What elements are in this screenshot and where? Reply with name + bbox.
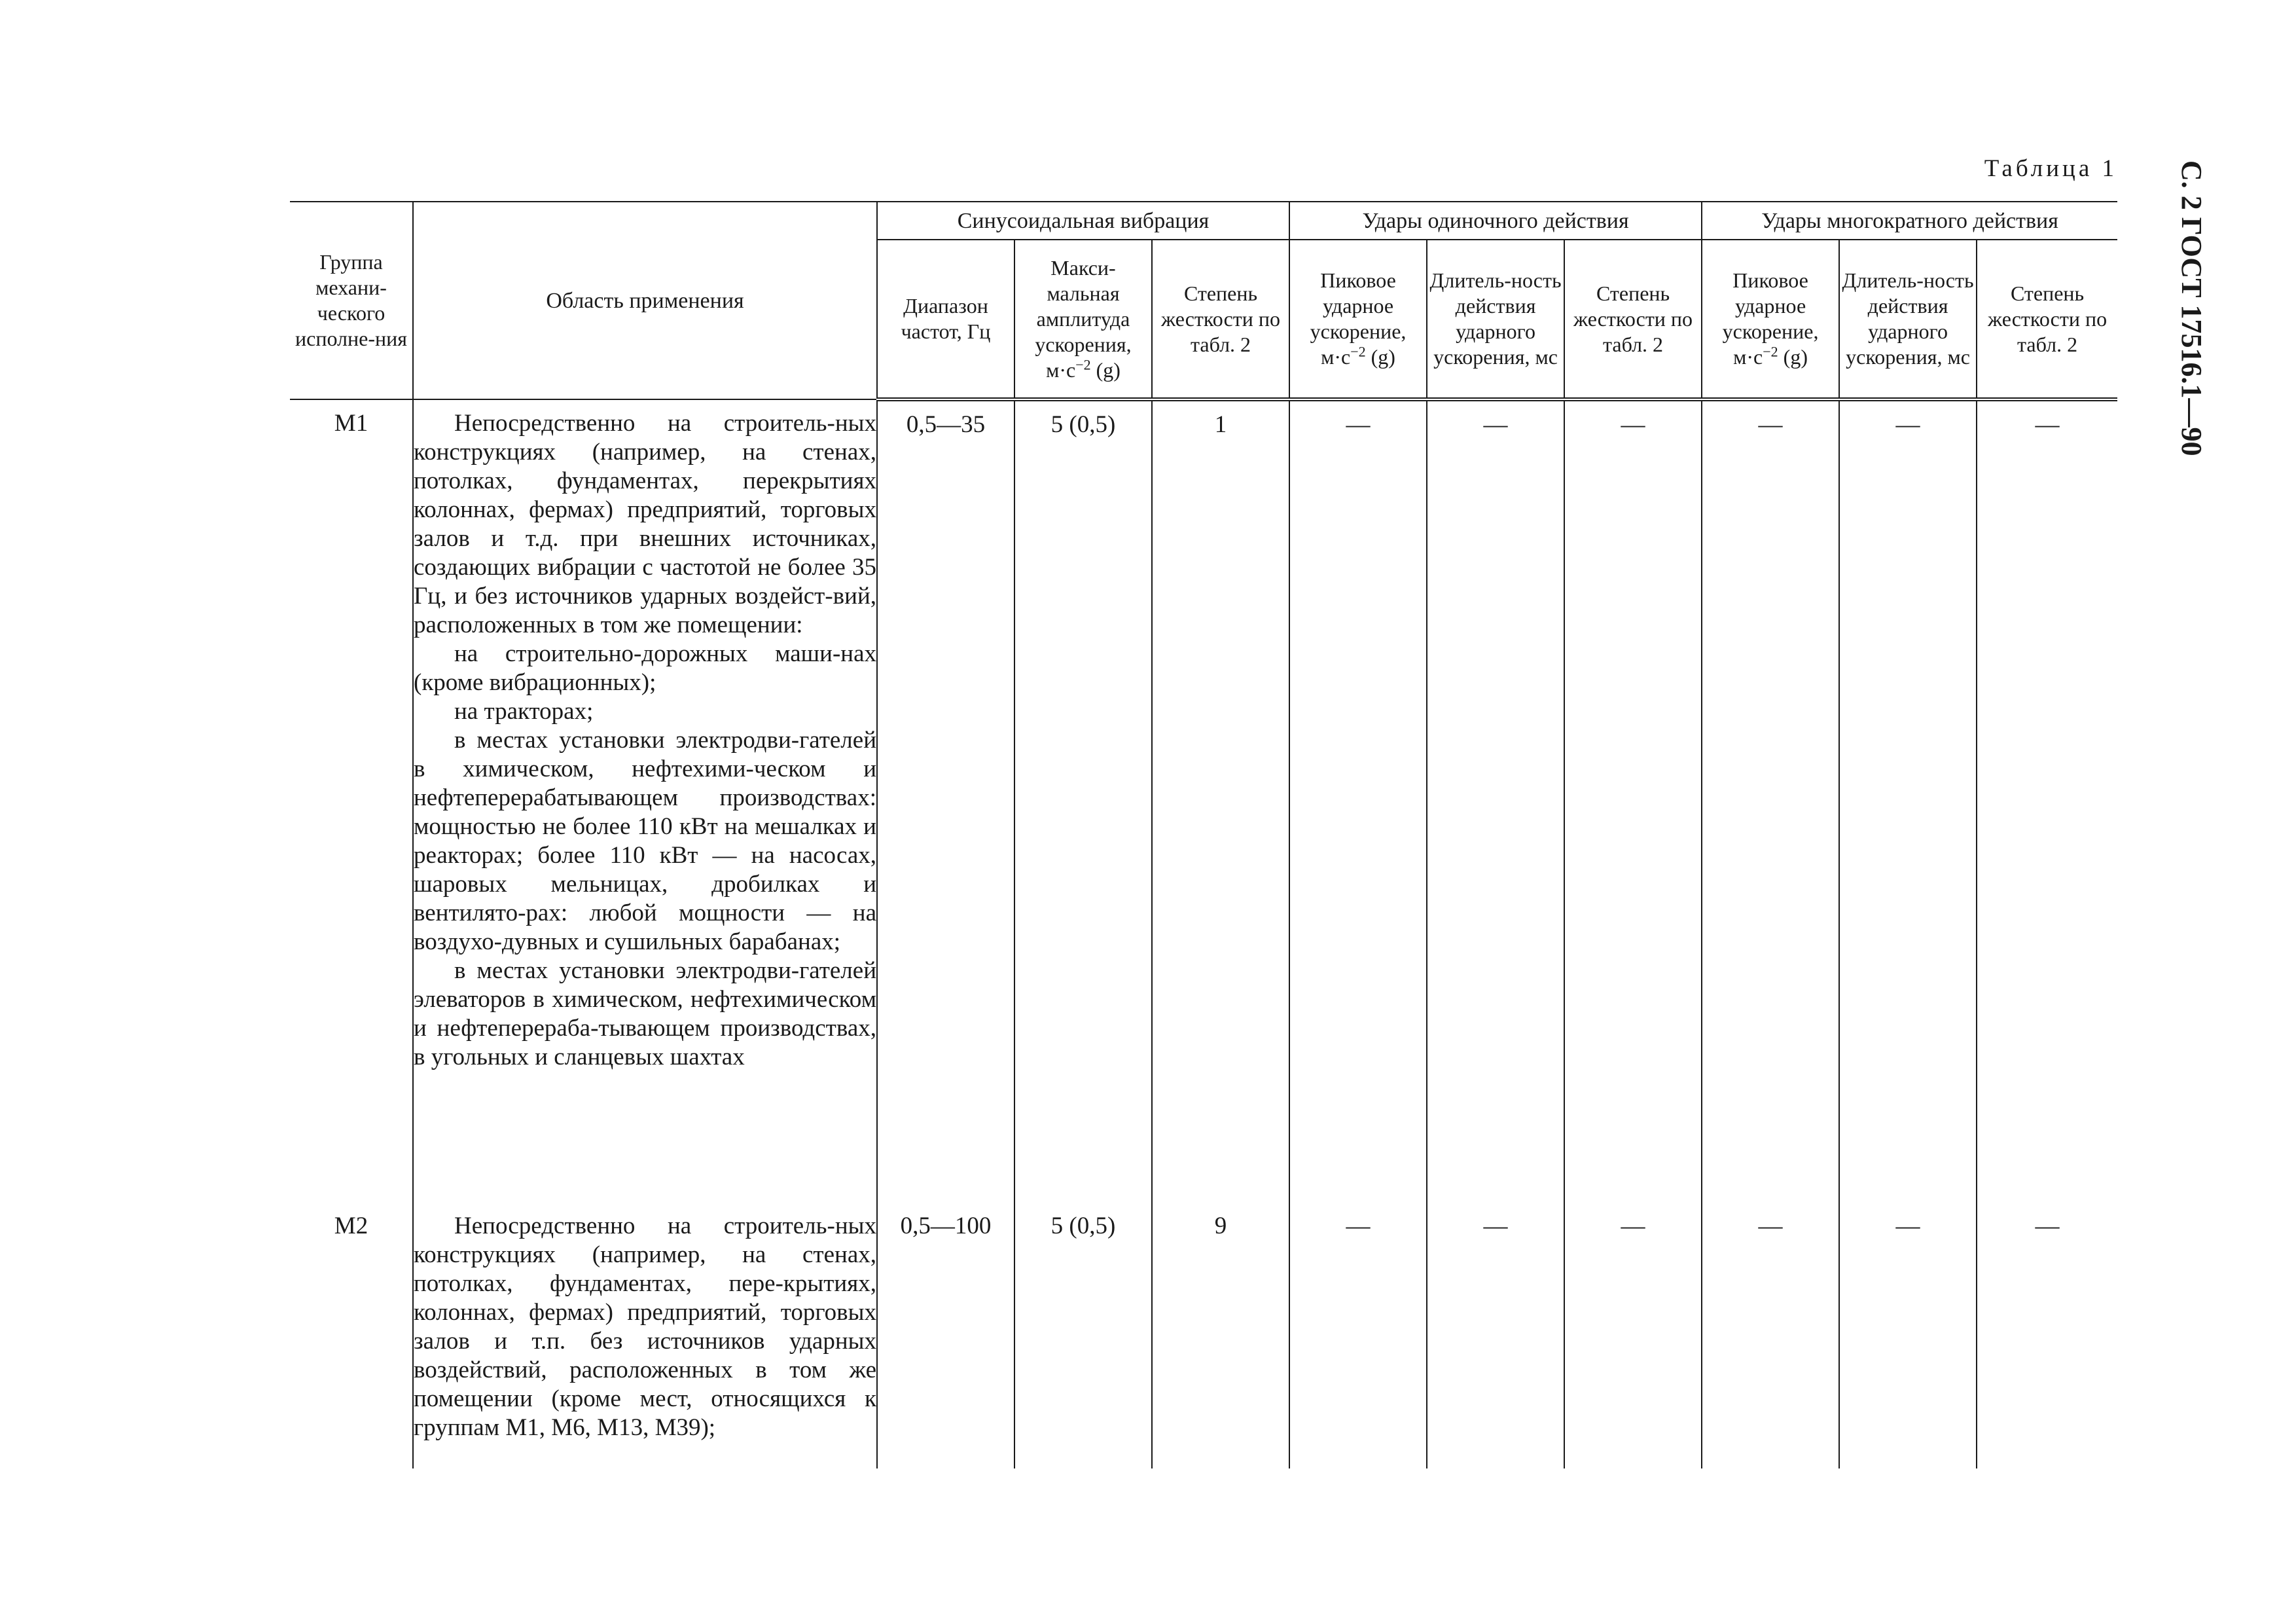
cell-multi-severity: — — [1977, 399, 2117, 1203]
cell-multi-peak: — — [1702, 1203, 1839, 1468]
cell-single-severity: — — [1564, 1203, 1702, 1468]
cell-single-duration: — — [1427, 1203, 1564, 1468]
header-multi-severity: Степень жесткости по табл. 2 — [1977, 240, 2117, 399]
cell-group: М1 — [290, 399, 413, 1203]
header-sine-frequency: Диапазон частот, Гц — [877, 240, 1014, 399]
cell-sine-frequency: 0,5—35 — [877, 399, 1014, 1203]
table-caption: Таблица 1 — [1984, 155, 2117, 182]
header-group: Группа механи-ческого исполне-ния — [290, 202, 413, 399]
cell-area — [413, 1203, 877, 1468]
page-side-header: С. 2 ГОСТ 17516.1—90 — [2176, 160, 2208, 456]
cell-sine-severity: 1 — [1152, 399, 1289, 1203]
header-sine-vibration: Синусоидальная вибрация — [877, 202, 1289, 240]
header-sine-severity: Степень жесткости по табл. 2 — [1152, 240, 1289, 399]
area-paragraph: Непосредственно на строитель-ных конструкциях (например, на стенах, потолках, фундаментах, пере-крытиях, колоннах, фермах) предприятий, торговых залов и т.п. без источников ударных воздействий, расположенных в том же помещении (кроме мест, относящихся к группам М1, М6, М13, М39); — [414, 1213, 876, 1441]
header-single-duration: Длитель-ность действия ударного ускорения, мс — [1427, 240, 1564, 399]
cell-single-peak: — — [1289, 1203, 1427, 1468]
area-paragraph: Непосредственно на строитель-ных конструкциях (например, на стенах, потолках, фундаментах, перекрытиях колоннах, фермах) предприятий, торговых залов и т.д. при внешних источниках, создающих вибрации с частотой не более 35 Гц, и без источников ударных воздейст-вий, расположенных в том же помещении: — [414, 410, 876, 638]
cell-sine-amplitude: 5 (0,5) — [1014, 1203, 1152, 1468]
area-paragraph: на строительно-дорожных маши-нах (кроме вибрационных); — [414, 640, 876, 696]
cell-single-peak: — — [1289, 399, 1427, 1203]
area-paragraph: в местах установки электродви-гателей в химическом, нефтехими-ческом и нефтеперерабатывающем производствах: мощностью не более 110 кВт на мешалках и реакторах; более 110 кВт — на насосах, шаровых мельницах, дробилках и вентилято-рах: любой мощности — на воздухо-дувных и сушильных барабанах; — [414, 727, 876, 955]
header-single-severity: Степень жесткости по табл. 2 — [1564, 240, 1702, 399]
cell-multi-duration: — — [1839, 399, 1977, 1203]
header-single-shock: Удары одиночного действия — [1289, 202, 1702, 240]
header-area: Область применения — [413, 202, 877, 399]
cell-sine-frequency: 0,5—100 — [877, 1203, 1014, 1468]
cell-multi-severity: — — [1977, 1203, 2117, 1468]
cell-multi-duration: — — [1839, 1203, 1977, 1468]
cell-sine-amplitude: 5 (0,5) — [1014, 399, 1152, 1203]
cell-group: М2 — [290, 1203, 413, 1468]
table-row — [290, 1203, 2117, 1468]
cell-multi-peak: — — [1702, 399, 1839, 1203]
cell-sine-severity: 9 — [1152, 1203, 1289, 1468]
area-paragraph: в местах установки электродви-гателей элеваторов в химическом, нефтехимическом и нефтеперераба-тывающем производствах, в угольных и сланцевых шахтах — [414, 957, 876, 1070]
header-multi-duration: Длитель-ность действия ударного ускорения, мс — [1839, 240, 1977, 399]
header-multi-peak: Пиковое ударное ускорение, $м\cdot с^{-2}$ (g) — [1702, 240, 1839, 399]
header-single-peak: Пиковое ударное ускорение, $м\cdot с^{-2}$ (g) — [1289, 240, 1427, 399]
area-paragraph: на тракторах; — [454, 698, 594, 725]
cell-single-duration: — — [1427, 399, 1564, 1203]
header-sine-amplitude: Макси-мальная амплитуда ускорения, $м\cdot с^{-2}$ (g) — [1014, 240, 1152, 399]
vibration-table — [290, 201, 2117, 1468]
header-multi-shock: Удары многократного действия — [1702, 202, 2117, 240]
table-row — [290, 399, 2117, 1203]
cell-area — [413, 399, 877, 1203]
cell-single-severity: — — [1564, 399, 1702, 1203]
